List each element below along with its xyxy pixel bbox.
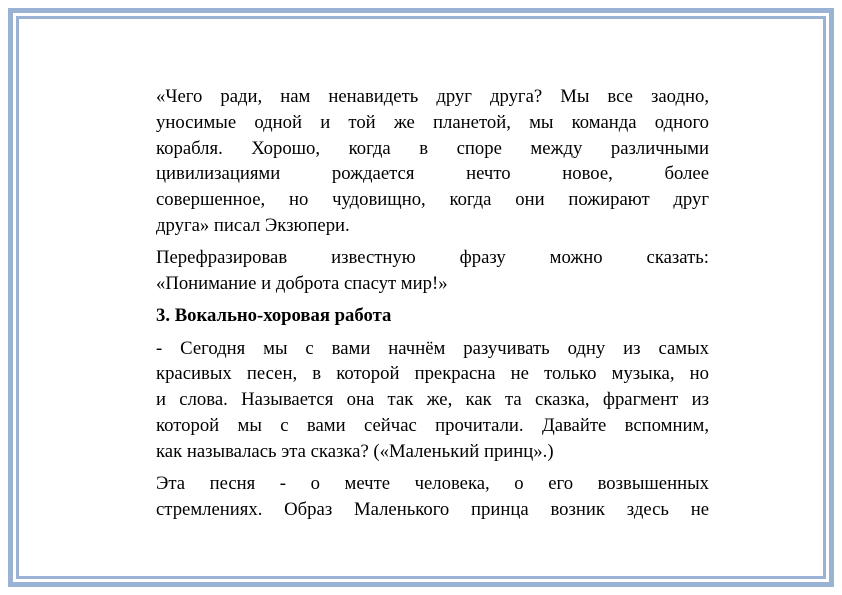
- text-line: цивилизациями рождается нечто новое, более: [156, 163, 709, 185]
- text-line: как называлась эта сказка? («Маленький принц».): [156, 440, 554, 462]
- section-heading: [156, 303, 709, 329]
- text-line: - Сегодня мы с вами начнём разучивать одну из самых: [156, 337, 709, 359]
- song-description-paragraph: [156, 471, 709, 523]
- text-line: корабля. Хорошо, когда в споре между различными: [156, 137, 709, 159]
- exupery-quote-paragraph: [156, 84, 709, 239]
- text-line: стремлениях. Образ Маленького принца возник здесь не: [156, 498, 709, 520]
- text-line: «Понимание и доброта спасут мир!»: [156, 273, 448, 295]
- heading-text: 3. Вокально-хоровая работа: [156, 305, 392, 327]
- text-line: Перефразировав известную фразу можно сказать:: [156, 247, 709, 269]
- text-line: совершенное, но чудовищно, когда они пожирают друг: [156, 189, 709, 211]
- text-line: друга» писал Экзюпери.: [156, 214, 350, 236]
- song-intro-paragraph: [156, 336, 709, 465]
- paraphrase-paragraph: [156, 245, 709, 297]
- text-line: уносимые одной и той же планетой, мы команда одного: [156, 111, 709, 133]
- slide-text-block: [156, 84, 709, 523]
- text-line: и слова. Называется она так же, как та сказка, фрагмент из: [156, 389, 709, 411]
- text-line: «Чего ради, нам ненавидеть друг друга? Мы все заодно,: [156, 86, 709, 107]
- text-line: красивых песен, в которой прекрасна не только музыка, но: [156, 363, 709, 385]
- text-line: которой мы с вами сейчас прочитали. Давайте вспомним,: [156, 415, 709, 437]
- text-line: Эта песня - о мечте человека, о его возвышенных: [156, 473, 709, 495]
